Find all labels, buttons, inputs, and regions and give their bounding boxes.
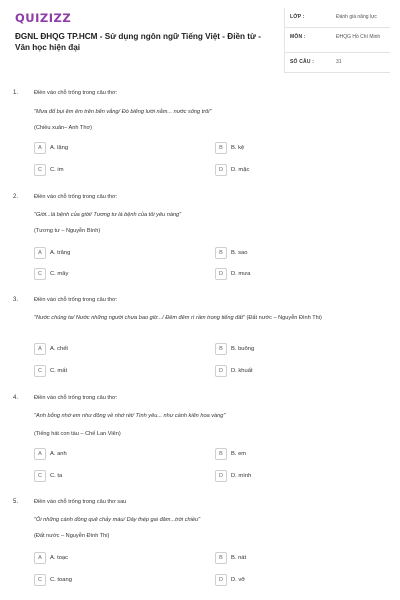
question-quote-text: "Nước chúng ta/ Nước những người chưa bao giờ.../ Đêm đêm rì rầm trong tiếng đất" bbox=[34, 315, 245, 321]
meta-row-count bbox=[285, 53, 390, 73]
question-prompt: Điền vào chỗ trống trong câu thơ: bbox=[34, 90, 118, 96]
quizizz-logo: QUIZIZZ bbox=[15, 11, 72, 25]
option-label: A. chết bbox=[50, 346, 69, 352]
question-quote: "Mưa đổ bụi êm êm trên bến vắng/ Đò biếng lười nằm... nước sông trôi" bbox=[34, 109, 212, 115]
meta-row-class bbox=[285, 8, 390, 28]
option-label: D. vỡ bbox=[231, 577, 246, 583]
option-letter-box: A bbox=[34, 247, 46, 259]
question-source: (Tương tư – Nguyễn Bính) bbox=[34, 228, 101, 234]
worksheet-header bbox=[0, 0, 400, 74]
question-source: (Chiều xuân– Anh Thơ) bbox=[34, 125, 92, 131]
question-quote: "Ôi những cánh đồng quê chảy máu/ Dây thép gai đâm...trời chiều" bbox=[34, 517, 201, 523]
meta-row-subject bbox=[285, 28, 390, 53]
option-label: C. toang bbox=[50, 577, 72, 583]
option-letter-box: C bbox=[34, 365, 46, 377]
option-label: C. im bbox=[50, 167, 64, 173]
option-label: C. ta bbox=[50, 473, 63, 479]
question-prompt: Điền vào chỗ trống trong câu thơ: bbox=[34, 395, 118, 401]
meta-key-class: LỚP : bbox=[290, 14, 305, 20]
question-quote: "Giời...là bệnh của giời/ Tương tư là bệnh của tôi yêu nàng" bbox=[34, 212, 182, 218]
option-letter-box: D bbox=[215, 268, 227, 280]
option-letter-box: C bbox=[34, 268, 46, 280]
option-label: D. khuất bbox=[231, 368, 253, 374]
option-letter-box: D bbox=[215, 470, 227, 482]
option-letter-box: C bbox=[34, 574, 46, 586]
option-letter-box: A bbox=[34, 343, 46, 355]
option-label: B. em bbox=[231, 451, 247, 457]
option-letter-box: C bbox=[34, 164, 46, 176]
meta-key-subject: MÔN : bbox=[290, 34, 306, 40]
option-label: A. toạc bbox=[50, 555, 69, 561]
question-source: (Đất nước – Nguyễn Đình Thi) bbox=[246, 315, 322, 321]
option-letter-box: D bbox=[215, 365, 227, 377]
option-label: B. kệ bbox=[231, 145, 245, 151]
meta-value-class: Đánh giá năng lực bbox=[336, 14, 377, 20]
question-source: (Đất nước – Nguyễn Đình Thi) bbox=[34, 533, 110, 539]
question-prompt: Điền vào chỗ trống trong câu thơ sau bbox=[34, 499, 127, 505]
option-letter-box: A bbox=[34, 448, 46, 460]
meta-table bbox=[284, 8, 390, 73]
option-letter-box: C bbox=[34, 470, 46, 482]
option-label: D. mặc bbox=[231, 167, 250, 173]
option-letter-box: B bbox=[215, 142, 227, 154]
option-label: D. mưa bbox=[231, 271, 251, 277]
meta-value-subject: ĐHQG Hồ Chí Minh bbox=[336, 34, 381, 40]
question-prompt: Điền vào chỗ trống trong câu thơ: bbox=[34, 194, 118, 200]
question-quote: "Anh bỗng nhớ em như đông về nhớ rét/ Tình yêu... như cánh kiến hoa vàng" bbox=[34, 413, 226, 419]
question-number: 4. bbox=[13, 395, 19, 401]
meta-value-count: 31 bbox=[336, 59, 342, 65]
option-letter-box: A bbox=[34, 142, 46, 154]
option-letter-box: B bbox=[215, 343, 227, 355]
option-letter-box: D bbox=[215, 574, 227, 586]
option-label: A. trăng bbox=[50, 250, 71, 256]
option-label: A. anh bbox=[50, 451, 67, 457]
question-source: (Tiếng hát con tàu – Chế Lan Viên) bbox=[34, 431, 121, 437]
option-label: B. buông bbox=[231, 346, 255, 352]
question-number: 5. bbox=[13, 499, 19, 505]
option-label: C. mây bbox=[50, 271, 69, 277]
worksheet-title: ĐGNL ĐHQG TP.HCM - Sử dụng ngôn ngữ Tiếng Việt - Điền từ - Văn học hiện đại bbox=[15, 32, 261, 52]
meta-key-count: SỐ CÂU : bbox=[290, 59, 315, 65]
question-number: 3. bbox=[13, 297, 19, 303]
question-number: 1. bbox=[13, 90, 19, 96]
option-label: A. lặng bbox=[50, 145, 69, 151]
option-label: B. sao bbox=[231, 250, 248, 256]
question-prompt: Điền vào chỗ trống trong câu thơ: bbox=[34, 297, 118, 303]
option-label: D. mình bbox=[231, 473, 252, 479]
option-label: B. nát bbox=[231, 555, 247, 561]
option-letter-box: B bbox=[215, 247, 227, 259]
option-label: C. mất bbox=[50, 368, 68, 374]
option-letter-box: B bbox=[215, 552, 227, 564]
question-quote bbox=[34, 314, 390, 323]
option-letter-box: D bbox=[215, 164, 227, 176]
option-letter-box: B bbox=[215, 448, 227, 460]
option-letter-box: A bbox=[34, 552, 46, 564]
question-number: 2. bbox=[13, 194, 19, 200]
